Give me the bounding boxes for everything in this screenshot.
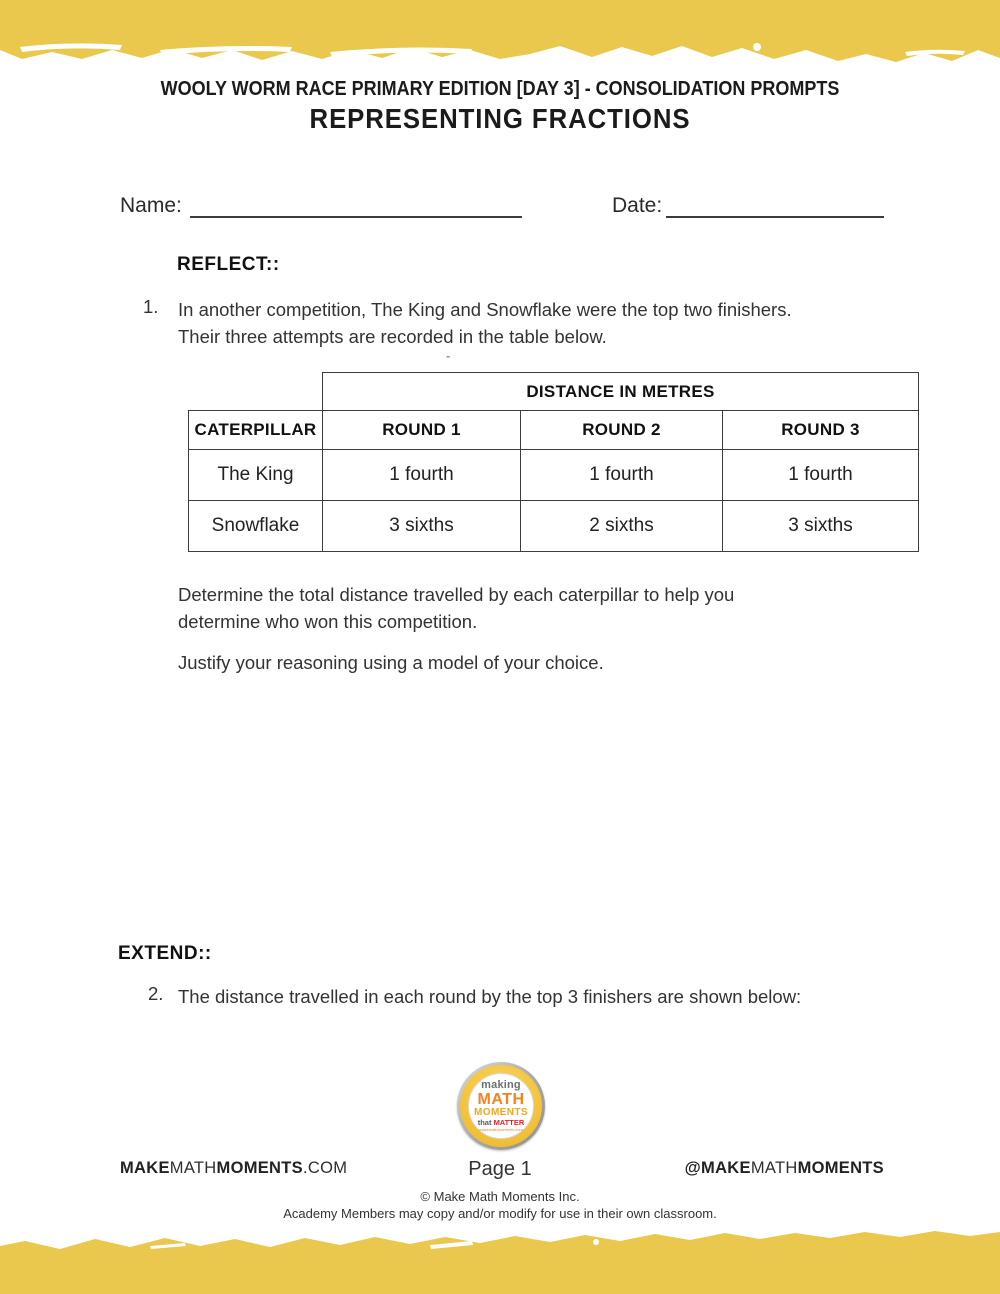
logo-word-math: MATH bbox=[477, 1090, 525, 1108]
table-cell: 1 fourth bbox=[323, 450, 521, 501]
page-title: REPRESENTING FRACTIONS bbox=[309, 103, 691, 134]
footer-handle-atmake: @MAKE bbox=[684, 1159, 751, 1177]
name-blank-line bbox=[190, 216, 522, 218]
table-cell: Snowflake bbox=[189, 501, 323, 552]
table-row-the-king bbox=[189, 450, 919, 501]
determine-line-2: determine who won this competition. bbox=[178, 611, 478, 632]
question-2-text: The distance travelled in each round by the top 3 finishers are shown below: bbox=[178, 986, 802, 1007]
question-1-line-1: In another competition, The King and Snowflake were the top two finishers. bbox=[178, 299, 792, 320]
footer-site-math: MATH bbox=[169, 1159, 217, 1177]
table-empty-corner bbox=[189, 373, 323, 411]
header-subtitle: WOOLY WORM RACE PRIMARY EDITION [DAY 3] - CONSOLIDATION PROMPTS bbox=[160, 78, 840, 100]
table-span-header-row bbox=[189, 373, 919, 411]
table-cell: 1 fourth bbox=[723, 450, 919, 501]
make-math-moments-logo bbox=[457, 1062, 545, 1150]
footer-handle-math: MATH bbox=[750, 1159, 798, 1177]
footer-site-com: .COM bbox=[302, 1159, 348, 1177]
top-brush-band bbox=[0, 0, 1000, 76]
stray-dash-mark: - bbox=[446, 348, 451, 363]
determine-paragraph bbox=[178, 581, 898, 635]
table-cell: The King bbox=[189, 450, 323, 501]
question-1-line-2: Their three attempts are recorded in the table below. bbox=[178, 326, 607, 347]
logo-word-that-matter bbox=[478, 1119, 525, 1127]
footer-handle-moments: MOMENTS bbox=[797, 1159, 884, 1177]
copyright-line: © Make Math Moments Inc. bbox=[420, 1189, 580, 1204]
justify-paragraph: Justify your reasoning using a model of your choice. bbox=[178, 652, 604, 673]
date-label: Date: bbox=[612, 194, 663, 217]
logo-inner-circle bbox=[468, 1073, 534, 1139]
logo-word-matter: MATTER bbox=[493, 1118, 525, 1127]
table-row-snowflake bbox=[189, 501, 919, 552]
table-col-header-round1: ROUND 1 bbox=[323, 411, 521, 450]
date-blank-line bbox=[666, 216, 884, 218]
footer-site-moments: MOMENTS bbox=[216, 1159, 303, 1177]
bottom-brush-band bbox=[0, 1226, 1000, 1294]
table-col-header-round2: ROUND 2 bbox=[521, 411, 723, 450]
page-number: Page 1 bbox=[468, 1158, 532, 1180]
extend-heading: EXTEND:: bbox=[118, 943, 212, 964]
reflect-heading: REFLECT:: bbox=[177, 254, 280, 275]
logo-word-making: making bbox=[481, 1079, 521, 1092]
logo-url: makemathmoments.com bbox=[479, 1126, 523, 1132]
table-col-header-round3: ROUND 3 bbox=[723, 411, 919, 450]
table-cell: 1 fourth bbox=[521, 450, 723, 501]
determine-line-1: Determine the total distance travelled by each caterpillar to help you bbox=[178, 584, 735, 605]
table-col-header-caterpillar: CATERPILLAR bbox=[189, 411, 323, 450]
table-cell: 3 sixths bbox=[723, 501, 919, 552]
license-line: Academy Members may copy and/or modify for use in their own classroom. bbox=[283, 1206, 717, 1221]
footer-site-make: MAKE bbox=[120, 1159, 170, 1177]
table-cell: 2 sixths bbox=[521, 501, 723, 552]
results-table bbox=[188, 372, 919, 552]
question-1-text bbox=[178, 296, 898, 350]
name-label: Name: bbox=[120, 194, 182, 217]
table-span-header-cell: DISTANCE IN METRES bbox=[323, 373, 919, 411]
table-cell: 3 sixths bbox=[323, 501, 521, 552]
logo-word-that: that bbox=[477, 1118, 492, 1127]
table-column-header-row bbox=[189, 411, 919, 450]
question-1-number: 1. bbox=[143, 296, 159, 317]
footer-handle-text bbox=[685, 1159, 884, 1178]
logo-word-moments: MOMENTS bbox=[474, 1106, 528, 1118]
question-2-number: 2. bbox=[148, 983, 164, 1004]
